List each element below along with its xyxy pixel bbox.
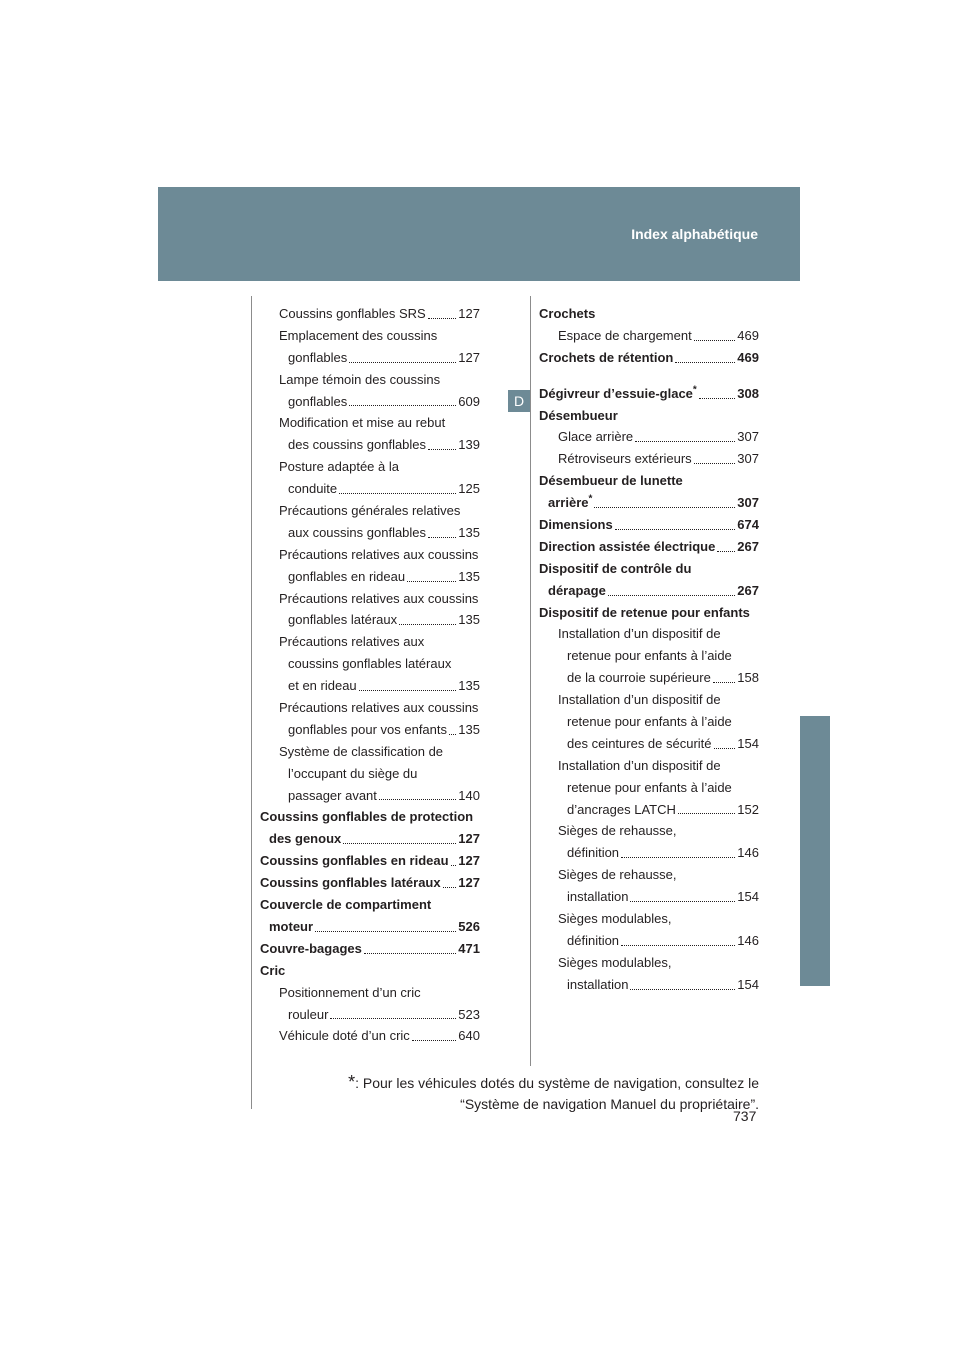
index-entry <box>539 733 759 755</box>
entry-text: Sièges de rehausse, <box>558 867 677 883</box>
index-entry <box>260 456 480 478</box>
entry-text: des genoux <box>269 831 342 847</box>
index-entry <box>260 785 480 807</box>
dot-leader <box>694 325 736 341</box>
index-letter: D <box>508 390 530 412</box>
dot-leader <box>428 303 457 319</box>
entry-text: installation <box>567 976 629 992</box>
dot-leader <box>699 383 735 399</box>
entry-text: Coussins gonflables en rideau <box>260 853 449 869</box>
index-entry <box>260 653 480 675</box>
dot-leader <box>675 347 735 363</box>
entry-page: 152 <box>737 801 759 817</box>
index-entry <box>260 872 480 894</box>
index-entry <box>260 1025 480 1047</box>
entry-text: passager avant <box>288 787 377 803</box>
dot-leader <box>621 842 735 858</box>
entry-text: gonflables <box>288 349 348 365</box>
footnote-mark: * <box>692 384 697 396</box>
dot-leader <box>412 1025 456 1041</box>
index-entry <box>539 689 759 711</box>
entry-text: Dispositif de contrôle du <box>539 560 692 576</box>
entry-page: 307 <box>737 429 759 445</box>
dot-leader <box>364 938 456 954</box>
index-entry <box>260 828 480 850</box>
entry-text: l’occupant du siège du <box>288 765 418 781</box>
entry-text: Précautions relatives aux <box>279 634 425 650</box>
dot-leader <box>349 391 456 407</box>
index-entry <box>539 536 759 558</box>
index-entry <box>260 631 480 653</box>
index-entry <box>260 938 480 960</box>
index-entry <box>260 741 480 763</box>
entry-page: 140 <box>458 787 480 803</box>
entry-text: Couvre-bagages <box>260 940 362 956</box>
index-entry <box>260 325 480 347</box>
entry-text: Couvercle de compartiment <box>260 897 432 913</box>
footnote-mark: * <box>348 1072 356 1092</box>
entry-text: Installation d’un dispositif de <box>558 757 721 773</box>
footnote-text-1: : Pour les véhicules dotés du système de navigation, consultez le <box>355 1075 759 1091</box>
dot-leader <box>315 916 456 932</box>
index-entry <box>260 675 480 697</box>
entry-text: Véhicule doté d’un cric <box>279 1028 410 1044</box>
entry-page: 127 <box>458 306 480 321</box>
index-entry <box>539 405 759 427</box>
entry-text: Précautions générales relatives <box>279 503 461 519</box>
index-entry <box>539 383 759 405</box>
entry-text: Direction assistée électrique <box>539 538 716 554</box>
entry-page: 471 <box>458 940 480 956</box>
entry-text: Sièges modulables, <box>558 954 672 970</box>
index-entry <box>260 697 480 719</box>
index-entry <box>260 303 480 325</box>
index-entry <box>539 303 759 325</box>
footnote-line-2: “Système de navigation Manuel du propriétaire”. <box>460 1096 759 1112</box>
dot-leader <box>635 426 735 442</box>
dot-leader <box>443 872 457 888</box>
index-entry <box>539 842 759 864</box>
entry-text: Précautions relatives aux coussins <box>279 590 479 606</box>
entry-text: Dispositif de retenue pour enfants <box>539 604 750 620</box>
entry-text: Modification et mise au rebut <box>279 415 446 431</box>
dot-leader <box>428 522 456 538</box>
index-entry <box>539 930 759 952</box>
index-entry <box>539 864 759 886</box>
dot-leader <box>343 828 456 844</box>
index-entry <box>539 623 759 645</box>
footnote <box>348 1072 759 1115</box>
dot-leader <box>621 930 735 946</box>
entry-text: aux coussins gonflables <box>288 524 427 540</box>
dot-leader <box>359 675 457 691</box>
entry-text: des ceintures de sécurité <box>567 735 712 751</box>
entry-text: gonflables <box>288 393 348 409</box>
entry-text: Sièges modulables, <box>558 911 672 927</box>
entry-text: retenue pour enfants à l’aide <box>567 779 732 795</box>
dot-leader <box>449 719 456 735</box>
index-entry <box>539 886 759 908</box>
dot-leader <box>330 1004 456 1020</box>
dot-leader <box>608 580 735 596</box>
entry-page: 640 <box>458 1028 480 1044</box>
index-entry <box>539 952 759 974</box>
entry-page: 127 <box>458 831 480 847</box>
entry-text: Installation d’un dispositif de <box>558 626 721 642</box>
dot-leader <box>630 974 735 990</box>
entry-text: moteur <box>269 918 314 934</box>
index-entry <box>260 347 480 369</box>
dot-leader <box>407 566 456 582</box>
dot-leader <box>379 785 456 801</box>
entry-text: Dimensions <box>539 517 613 533</box>
entry-page: 523 <box>458 1006 480 1022</box>
entry-page: 154 <box>737 735 759 751</box>
entry-text: Emplacement des coussins <box>279 327 438 343</box>
right-column <box>539 303 759 996</box>
entry-text: Installation d’un dispositif de <box>558 692 721 708</box>
index-entry <box>260 588 480 610</box>
index-entry <box>260 609 480 631</box>
entry-text: d’ancrages LATCH <box>567 801 676 817</box>
dot-leader <box>399 609 456 625</box>
entry-text: Système de classification de <box>279 743 444 759</box>
index-entry <box>539 667 759 689</box>
entry-page: 154 <box>737 889 759 905</box>
index-entry <box>539 645 759 667</box>
entry-page: 609 <box>458 393 480 409</box>
entry-text: retenue pour enfants à l’aide <box>567 714 732 730</box>
page-header <box>158 187 800 281</box>
index-entry <box>539 514 759 536</box>
entry-text: Cric <box>260 962 286 978</box>
index-entry <box>260 412 480 434</box>
index-entry <box>260 1004 480 1026</box>
entry-page: 125 <box>458 481 480 497</box>
entry-text: Coussins gonflables de protection <box>260 809 474 825</box>
entry-page: 307 <box>737 495 759 511</box>
entry-text: gonflables en rideau <box>288 568 406 584</box>
page-number: 737 <box>733 1108 757 1124</box>
index-entry <box>539 602 759 624</box>
entry-page: 154 <box>737 976 759 992</box>
entry-text: et en rideau <box>288 678 357 694</box>
dot-leader <box>451 850 457 866</box>
index-entry <box>539 347 759 369</box>
entry-text: Crochets de rétention <box>539 349 674 365</box>
entry-page: 146 <box>737 932 759 948</box>
entry-page: 267 <box>737 538 759 554</box>
entry-text: Précautions relatives aux coussins <box>279 546 479 562</box>
index-entry <box>539 755 759 777</box>
entry-text: arrière* <box>548 493 593 511</box>
entry-page: 308 <box>737 385 759 401</box>
entry-text: définition <box>567 932 620 948</box>
index-entry <box>260 369 480 391</box>
entry-page: 127 <box>458 349 480 365</box>
entry-text: définition <box>567 845 620 861</box>
index-entry <box>539 558 759 580</box>
entry-text: conduite <box>288 481 338 497</box>
entry-text: Rétroviseurs extérieurs <box>558 451 692 467</box>
index-entry <box>539 820 759 842</box>
index-entry <box>539 777 759 799</box>
index-entry <box>260 544 480 566</box>
entry-text: Lampe témoin des coussins <box>279 371 441 387</box>
entry-text: installation <box>567 889 629 905</box>
entry-page: 674 <box>737 517 759 533</box>
dot-leader <box>428 434 456 450</box>
left-rule <box>251 296 252 1109</box>
entry-page: 526 <box>458 918 480 934</box>
entry-page: 146 <box>737 845 759 861</box>
entry-page: 307 <box>737 451 759 467</box>
index-entry <box>260 522 480 544</box>
dot-leader <box>615 514 736 530</box>
section-tab <box>800 716 830 986</box>
entry-text: Coussins gonflables SRS <box>279 306 426 321</box>
index-entry <box>539 799 759 821</box>
entry-text: Désembueur <box>539 407 618 423</box>
dot-leader <box>630 886 735 902</box>
entry-text: Glace arrière <box>558 429 634 445</box>
dot-leader <box>339 478 456 494</box>
footnote-mark: * <box>588 493 593 505</box>
index-entry <box>260 982 480 1004</box>
entry-text: gonflables pour vos enfants <box>288 721 447 737</box>
index-entry <box>539 908 759 930</box>
index-entry <box>260 916 480 938</box>
entry-page: 135 <box>458 612 480 628</box>
index-entry <box>260 434 480 456</box>
index-entry <box>260 500 480 522</box>
entry-text: Espace de chargement <box>558 327 692 343</box>
entry-page: 469 <box>737 327 759 343</box>
index-entry <box>539 492 759 514</box>
index-entry <box>539 426 759 448</box>
index-entry <box>539 580 759 602</box>
dot-leader <box>694 448 736 464</box>
entry-page: 267 <box>737 582 759 598</box>
entry-page: 469 <box>737 349 759 365</box>
dot-leader <box>717 536 735 552</box>
index-entry <box>260 960 480 982</box>
footnote-line-1 <box>348 1072 759 1094</box>
left-column <box>260 303 480 1047</box>
dot-leader <box>713 667 735 683</box>
entry-text: des coussins gonflables <box>288 437 427 453</box>
entry-text: gonflables latéraux <box>288 612 398 628</box>
entry-text: Désembueur de lunette <box>539 473 683 489</box>
entry-text: Crochets <box>539 306 596 321</box>
entry-text: Sièges de rehausse, <box>558 823 677 839</box>
entry-text: de la courroie supérieure <box>567 670 711 686</box>
header-title: Index alphabétique <box>631 226 758 242</box>
entry-text: Posture adaptée à la <box>279 459 399 475</box>
index-entry <box>539 470 759 492</box>
index-entry <box>260 850 480 872</box>
index-entry <box>539 325 759 347</box>
dot-leader <box>678 799 735 815</box>
entry-page: 135 <box>458 678 480 694</box>
index-entry <box>260 763 480 785</box>
entry-page: 158 <box>737 670 759 686</box>
entry-page: 127 <box>458 853 480 869</box>
entry-text: Dégivreur d’essuie-glace* <box>539 384 697 401</box>
entry-text: Coussins gonflables latéraux <box>260 875 441 891</box>
index-entry <box>260 806 480 828</box>
index-entry <box>260 566 480 588</box>
entry-page: 139 <box>458 437 480 453</box>
entry-text: retenue pour enfants à l’aide <box>567 648 732 664</box>
index-entry <box>260 478 480 500</box>
entry-text: Positionnement d’un cric <box>279 984 421 1000</box>
entry-text: dérapage <box>548 582 606 598</box>
index-entry <box>539 974 759 996</box>
entry-text: rouleur <box>288 1006 329 1022</box>
dot-leader <box>714 733 736 749</box>
entry-page: 127 <box>458 875 480 891</box>
dot-leader <box>349 347 456 363</box>
entry-page: 135 <box>458 524 480 540</box>
column-divider <box>530 296 531 1066</box>
entry-text: coussins gonflables latéraux <box>288 656 452 672</box>
entry-page: 135 <box>458 721 480 737</box>
index-entry <box>260 719 480 741</box>
index-entry <box>260 391 480 413</box>
index-entry <box>539 711 759 733</box>
index-entry <box>260 894 480 916</box>
dot-leader <box>594 492 735 508</box>
entry-text: Précautions relatives aux coussins <box>279 700 479 716</box>
index-entry <box>539 448 759 470</box>
entry-page: 135 <box>458 568 480 584</box>
